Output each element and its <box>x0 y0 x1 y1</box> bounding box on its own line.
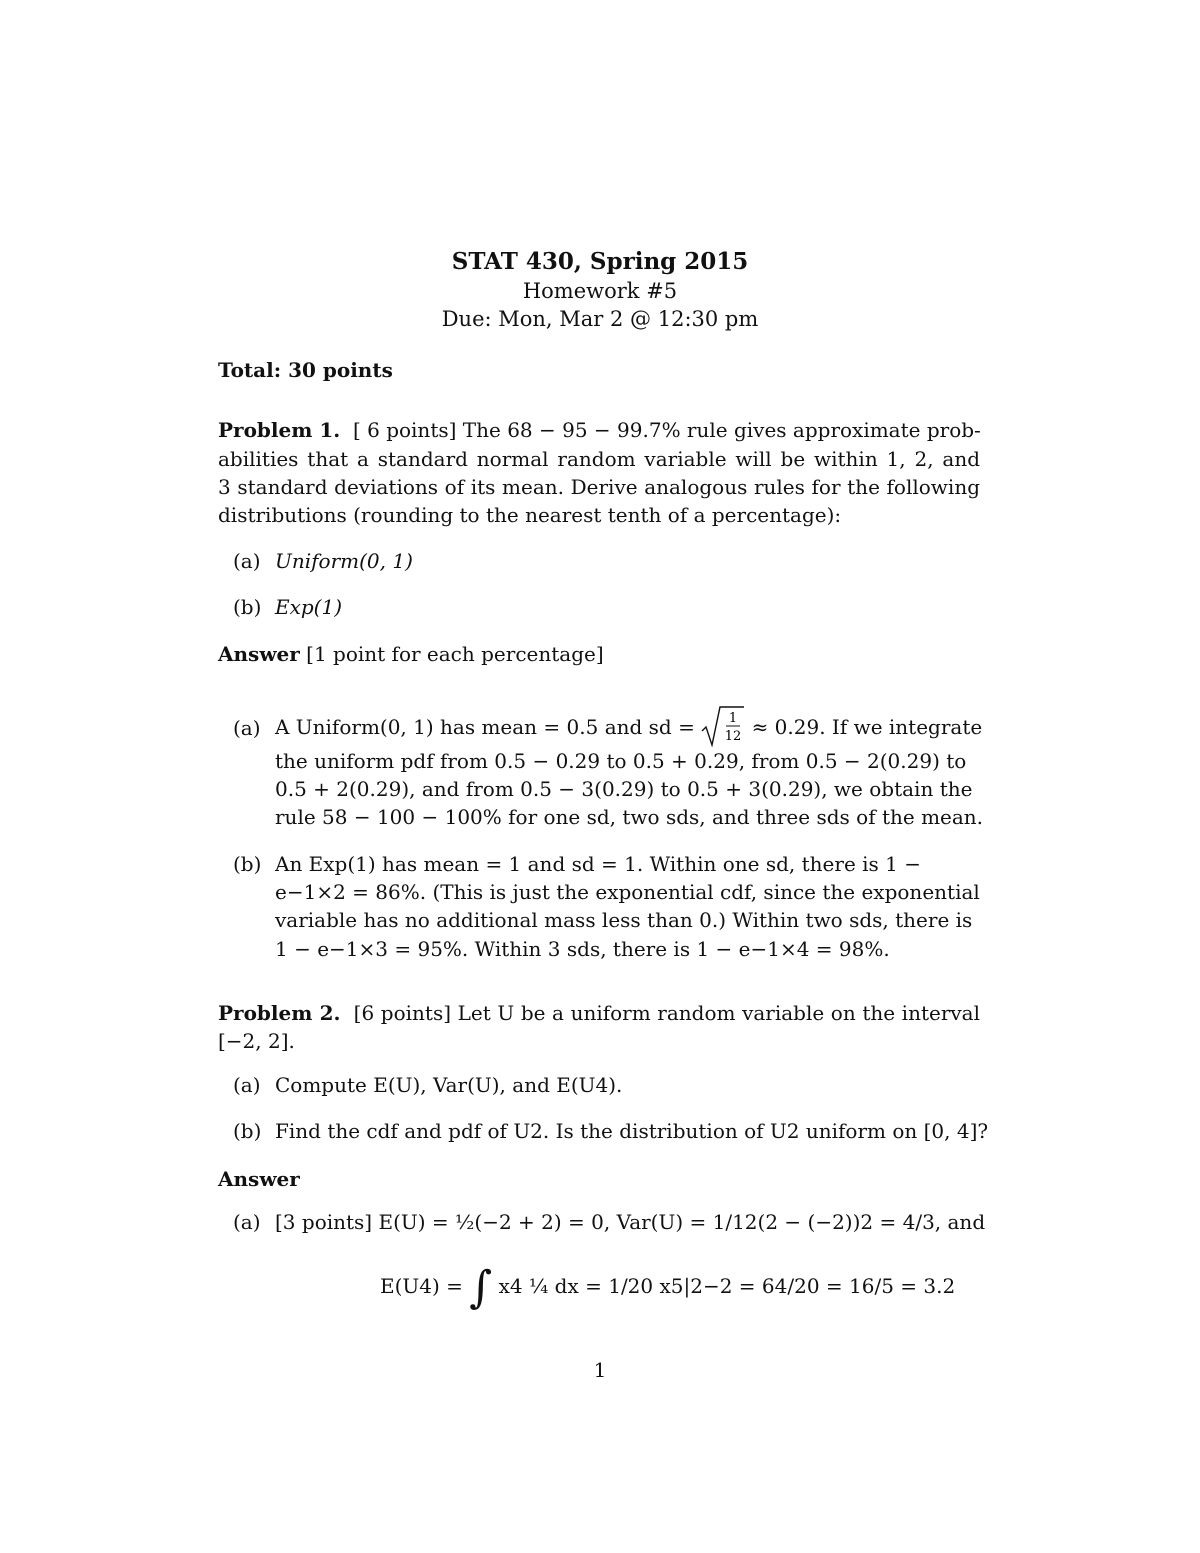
problem2-answer-heading: Answer <box>218 1167 300 1191</box>
problem2-a-text: Compute E(U), Var(U), and E(U4). <box>275 1073 623 1097</box>
problem1-b-label: (b) <box>233 595 262 619</box>
total-points: Total: 30 points <box>218 358 393 382</box>
problem1-a-label: (a) <box>233 549 261 573</box>
problem2-line2: [−2, 2]. <box>218 1029 295 1053</box>
problem1-ans-b-line1: An Exp(1) has mean = 1 and sd = 1. Within one sd, there is 1 − <box>275 852 921 876</box>
problem2-a-label: (a) <box>233 1073 261 1097</box>
due-date: Due: Mon, Mar 2 @ 12:30 pm <box>441 307 759 331</box>
problem1-ans-b-label: (b) <box>233 852 262 876</box>
equation-rhs: x4 ¼ dx = 1/20 x5|2−2 = 64/20 = 16/5 = 3.2 <box>498 1274 956 1298</box>
ans-a-line1-post: ≈ 0.29. If we integrate <box>751 715 983 739</box>
problem2-b-text: Find the cdf and pdf of U2. Is the distribution of U2 uniform on [0, 4]? <box>275 1119 989 1143</box>
problem1-ans-a-label: (a) <box>233 716 261 740</box>
problem2-ans-a-label: (a) <box>233 1210 261 1234</box>
equation-lhs: E(U4) = <box>380 1274 463 1298</box>
problem1-ans-a-line4: rule 58 − 100 − 100% for one sd, two sds, and three sds of the mean. <box>275 805 984 829</box>
sqrt-frac-den: 12 <box>724 729 742 744</box>
problem1-ans-b-line3: variable has no additional mass less than 0.) Within two sds, there is <box>275 908 973 932</box>
homework-number: Homework #5 <box>522 279 678 303</box>
page-number: 1 <box>593 1358 607 1382</box>
integral-icon: ∫ <box>469 1262 493 1313</box>
sqrt-icon <box>701 705 745 747</box>
problem1-line2: abilities that a standard normal random variable will be within 1, 2, and <box>218 447 980 471</box>
problem1-answer-line <box>218 640 980 668</box>
problem2-heading: Problem 2. <box>218 1001 341 1025</box>
sqrt-symbol <box>701 705 745 752</box>
problem2-text-1: [6 points] Let U be a uniform random variable on the interval <box>353 1001 981 1025</box>
problem2-equation <box>380 1262 980 1313</box>
problem2-line1 <box>218 999 980 1027</box>
problem2-b-label: (b) <box>233 1119 262 1143</box>
page-title: STAT 430, Spring 2015 <box>451 248 749 275</box>
problem1-line4: distributions (rounding to the nearest tenth of a percentage): <box>218 503 842 527</box>
ans-a-line1-pre: A Uniform(0, 1) has mean = 0.5 and sd = <box>275 715 695 739</box>
problem1-answer-note: [1 point for each percentage] <box>306 642 604 666</box>
problem2-ans-a-text: [3 points] E(U) = ½(−2 + 2) = 0, Var(U) = 1/12(2 − (−2))2 = 4/3, and <box>275 1210 986 1234</box>
problem1-text-1: [ 6 points] The 68 − 95 − 99.7% rule gives approximate prob- <box>352 418 981 442</box>
problem1-heading: Problem 1. <box>218 418 341 442</box>
problem1-b-text: Exp(1) <box>275 595 343 619</box>
problem1-ans-a-line2: the uniform pdf from 0.5 − 0.29 to 0.5 + 0.29, from 0.5 − 2(0.29) to <box>275 749 967 773</box>
problem1-a-text: Uniform(0, 1) <box>275 549 413 573</box>
problem1-ans-a-line1 <box>275 705 983 752</box>
problem1-line3: 3 standard deviations of its mean. Derive analogous rules for the following <box>218 475 980 499</box>
problem1-answer-heading: Answer <box>218 642 300 666</box>
problem1-ans-b-line4: 1 − e−1×3 = 95%. Within 3 sds, there is 1 − e−1×4 = 98%. <box>275 937 890 961</box>
problem1-ans-a-line3: 0.5 + 2(0.29), and from 0.5 − 3(0.29) to 0.5 + 3(0.29), we obtain the <box>275 777 973 801</box>
problem1-ans-b-line2: e−1×2 = 86%. (This is just the exponential cdf, since the exponential <box>275 880 980 904</box>
sqrt-frac-num: 1 <box>729 711 738 726</box>
problem1-line1 <box>218 416 980 444</box>
